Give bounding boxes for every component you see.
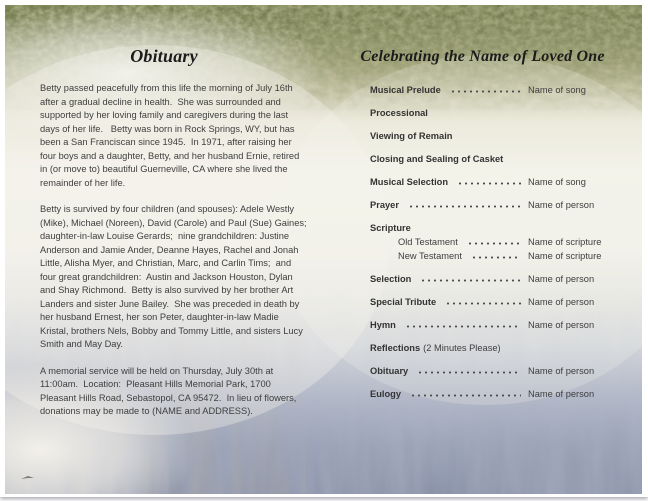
- dotted-leader: [408, 205, 521, 208]
- program-item: [370, 130, 622, 143]
- program-item-value: Name of person: [528, 366, 595, 376]
- program-item-label: Processional: [370, 108, 428, 118]
- program-item: [370, 107, 622, 120]
- obituary-paragraph: Betty passed peacefully from this life the morning of July 16th after a gradual decline in health. She was surrounded and supported by her loving family and caregivers during the last days of her life. Betty was born in Rock Springs, WY, but has been a San Franciscan since 1945. In 1971, after raising her four boys and a daughter, Betty, and her husband Ernie, retired in (or move to) beautiful Guerneville, CA where she lived the remainder of her life.: [40, 83, 302, 188]
- program-item: [370, 153, 622, 166]
- program-item-value: Name of person: [528, 389, 595, 399]
- program-item-label: Eulogy: [370, 389, 401, 399]
- program-item: [370, 84, 622, 97]
- program-item: [370, 199, 622, 212]
- program-item-value: Name of scripture: [528, 237, 602, 247]
- program-item: [370, 273, 622, 286]
- program-item-value: Name of person: [528, 274, 595, 284]
- dotted-leader: [405, 325, 521, 328]
- program-item: [370, 365, 622, 378]
- program-item-label: Musical Prelude: [370, 85, 441, 95]
- program-item-label: Closing and Sealing of Casket: [370, 154, 504, 164]
- program-item-label: Scripture: [370, 223, 411, 233]
- program-item: [370, 250, 622, 263]
- program-item: [370, 342, 622, 355]
- obituary-paragraph: A memorial service will be held on Thursday, July 30th at 11:00am. Location: Pleasant Hills Memorial Park, 1700 Pleasant Hills Road, Sebastopol, CA 95472. In lieu of flowers, donations may be made to (NAME and ADDRESS).: [40, 365, 299, 416]
- dotted-leader: [420, 279, 521, 282]
- program-item-label: Reflections: [370, 343, 421, 353]
- program-item-value: Name of song: [528, 177, 586, 187]
- dotted-leader: [445, 302, 521, 305]
- celebration-title: Celebrating the Name of Loved One: [360, 48, 605, 65]
- dotted-leader: [467, 242, 521, 245]
- program-item-label: Viewing of Remain: [370, 131, 453, 141]
- program-item-suffix: (2 Minutes Please): [423, 343, 501, 353]
- dotted-leader: [410, 394, 521, 397]
- lake-photo-card: [5, 5, 642, 494]
- obituary-paragraph: Betty is survived by four children (and spouses): Adele Westly (Mike), Michael (Noreen), David (Carole) and Paul (Sue) Gaines; daughter-in-law Louise Gerards; nine grandchildren: Justine Anderson and Jamie Ander, Deanne Hayes, Rachel and Jonah Little, Alisha Myer, and Christian, Marc, and Carlin Tims; and four great grandchildren: Austin and Jackson Houston, Dylan and Shay Richmond. Betty is also survived by her brother Art Landers and sister June Bailey. She was preceded in death by her husband Ernest, her son Peter, daughter-in-law Madie Kristal, brothers Nels, Bobby and Tommy Little, and sisters Lucy Smith and May Day.: [40, 204, 310, 349]
- program-list: [370, 84, 622, 401]
- program-item-value: Name of person: [528, 297, 595, 307]
- program-item-label: Musical Selection: [370, 177, 449, 187]
- program-item-value: Name of scripture: [528, 251, 602, 261]
- program-item-value: Name of person: [528, 200, 595, 210]
- program-item-label: Old Testament: [398, 237, 458, 247]
- program-item-label: Obituary: [370, 366, 409, 376]
- obituary-paragraphs: [40, 82, 310, 419]
- obituary-page: [5, 5, 323, 494]
- program-item-value: Name of person: [528, 320, 595, 330]
- program-item: [370, 296, 622, 309]
- program-item-label: Prayer: [370, 200, 399, 210]
- program-item: [370, 388, 622, 401]
- program-item-label: Selection: [370, 274, 412, 284]
- celebration-page: [323, 5, 642, 494]
- dotted-leader: [417, 371, 521, 374]
- dotted-leader: [450, 90, 521, 93]
- obituary-title: Obituary: [130, 46, 198, 66]
- program-item-label: New Testament: [398, 251, 462, 261]
- program-item-label: Special Tribute: [370, 297, 437, 307]
- program-item: [370, 222, 622, 235]
- program-item: [370, 236, 622, 249]
- program-item-value: Name of song: [528, 85, 586, 95]
- program-item-label: Hymn: [370, 320, 396, 330]
- dotted-leader: [457, 182, 521, 185]
- program-item: [370, 176, 622, 189]
- program-item: [370, 319, 622, 332]
- dotted-leader: [471, 256, 521, 259]
